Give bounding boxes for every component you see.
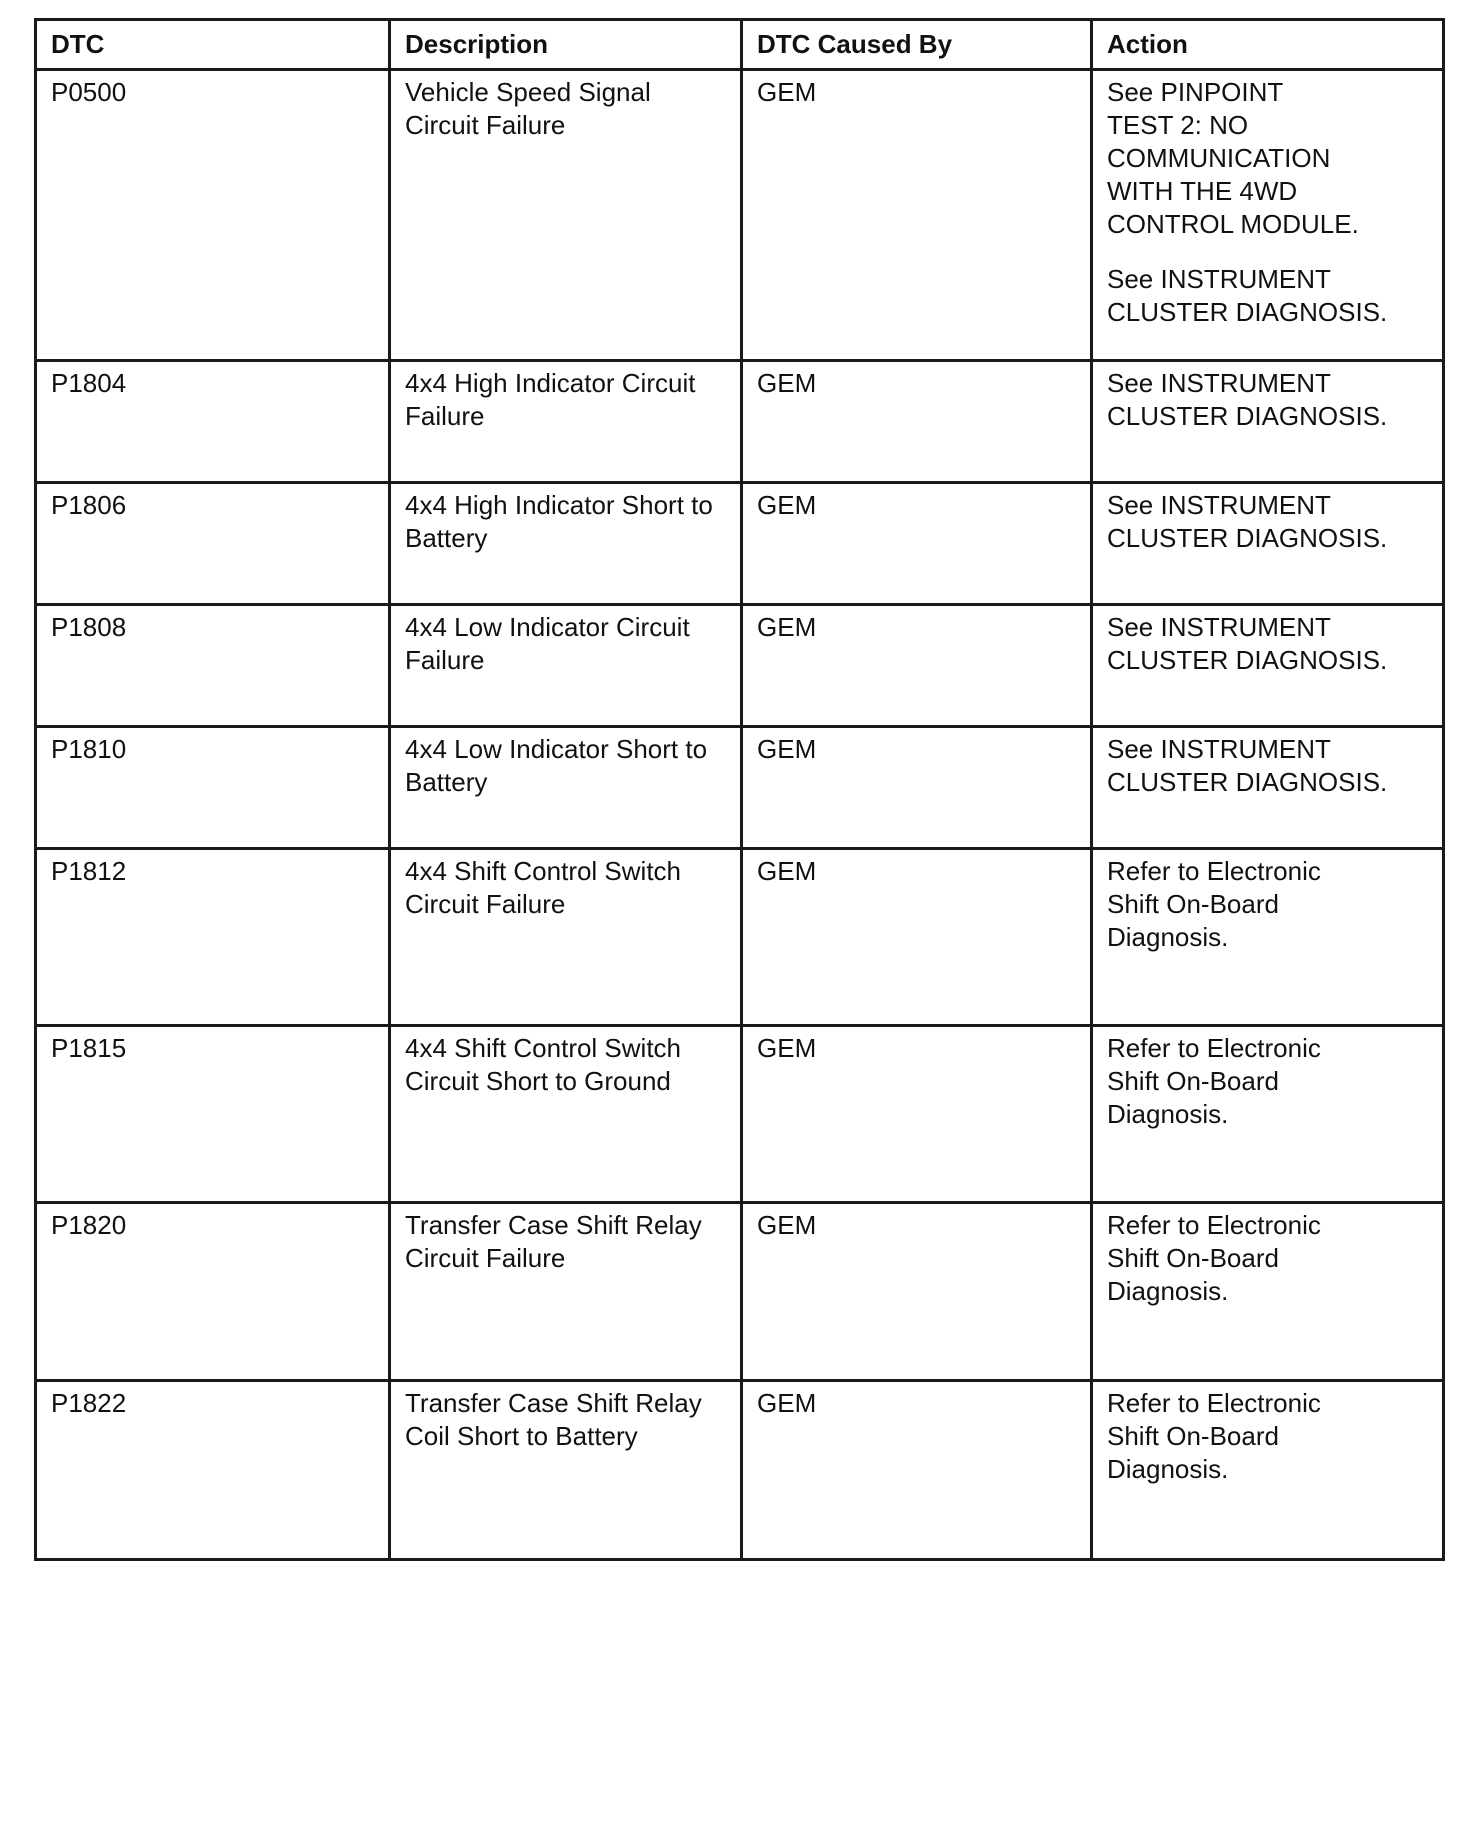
header-action: Action bbox=[1092, 20, 1444, 70]
action-cell bbox=[1092, 1381, 1444, 1560]
table-row bbox=[36, 70, 1444, 361]
dtc-cell: P1812 bbox=[36, 849, 390, 1026]
action-line: See INSTRUMENT bbox=[1107, 490, 1331, 520]
action-line: See INSTRUMENT bbox=[1107, 368, 1331, 398]
action-line: See PINPOINT bbox=[1107, 77, 1284, 107]
dtc-cell: P0500 bbox=[36, 70, 390, 361]
action-line: CLUSTER DIAGNOSIS. bbox=[1107, 401, 1388, 431]
action-line: Refer to Electronic bbox=[1107, 856, 1321, 886]
description-cell: 4x4 High Indicator Circuit Failure bbox=[390, 361, 742, 483]
table-row bbox=[36, 849, 1444, 1026]
caused-by-cell: GEM bbox=[742, 605, 1092, 727]
action-line: Shift On-Board bbox=[1107, 1421, 1279, 1451]
action-line: CONTROL MODULE. bbox=[1107, 209, 1359, 239]
action-cell bbox=[1092, 70, 1444, 361]
action-line: Shift On-Board bbox=[1107, 1243, 1279, 1273]
action-line: TEST 2: NO bbox=[1107, 110, 1249, 140]
action-cell bbox=[1092, 727, 1444, 849]
action-line: WITH THE 4WD bbox=[1107, 176, 1298, 206]
table-body bbox=[36, 70, 1444, 1560]
action-cell bbox=[1092, 605, 1444, 727]
action-line: Shift On-Board bbox=[1107, 1066, 1279, 1096]
table-row bbox=[36, 727, 1444, 849]
header-caused-by: DTC Caused By bbox=[742, 20, 1092, 70]
action-cell bbox=[1092, 361, 1444, 483]
header-description: Description bbox=[390, 20, 742, 70]
caused-by-cell: GEM bbox=[742, 1026, 1092, 1203]
caused-by-cell: GEM bbox=[742, 361, 1092, 483]
action-line: See INSTRUMENT bbox=[1107, 612, 1331, 642]
caused-by-cell: GEM bbox=[742, 483, 1092, 605]
action-cell bbox=[1092, 1026, 1444, 1203]
table-row bbox=[36, 1381, 1444, 1560]
action-line: CLUSTER DIAGNOSIS. bbox=[1107, 645, 1388, 675]
action-line: See INSTRUMENT bbox=[1107, 734, 1331, 764]
action-cell bbox=[1092, 1203, 1444, 1381]
action-line: Refer to Electronic bbox=[1107, 1210, 1321, 1240]
description-cell: Vehicle Speed Signal Circuit Failure bbox=[390, 70, 742, 361]
caused-by-cell: GEM bbox=[742, 1203, 1092, 1381]
dtc-table bbox=[34, 18, 1445, 1561]
dtc-cell: P1815 bbox=[36, 1026, 390, 1203]
action-line: Shift On-Board bbox=[1107, 889, 1279, 919]
action-line: CLUSTER DIAGNOSIS. bbox=[1107, 297, 1388, 327]
dtc-cell: P1808 bbox=[36, 605, 390, 727]
description-cell: 4x4 Shift Control Switch Circuit Failure bbox=[390, 849, 742, 1026]
table-row bbox=[36, 605, 1444, 727]
action-line: Diagnosis. bbox=[1107, 922, 1229, 952]
action-line: Diagnosis. bbox=[1107, 1276, 1229, 1306]
action-line: See INSTRUMENT bbox=[1107, 264, 1331, 294]
dtc-cell: P1822 bbox=[36, 1381, 390, 1560]
dtc-cell: P1804 bbox=[36, 361, 390, 483]
description-cell: 4x4 Shift Control Switch Circuit Short to Ground bbox=[390, 1026, 742, 1203]
description-cell: 4x4 Low Indicator Short to Battery bbox=[390, 727, 742, 849]
action-line: Refer to Electronic bbox=[1107, 1033, 1321, 1063]
description-cell: 4x4 High Indicator Short to Battery bbox=[390, 483, 742, 605]
action-line: Refer to Electronic bbox=[1107, 1388, 1321, 1418]
table-row bbox=[36, 1203, 1444, 1381]
caused-by-cell: GEM bbox=[742, 70, 1092, 361]
dtc-cell: P1810 bbox=[36, 727, 390, 849]
table-header-row bbox=[36, 20, 1444, 70]
action-line: COMMUNICATION bbox=[1107, 143, 1331, 173]
action-cell bbox=[1092, 483, 1444, 605]
action-line: Diagnosis. bbox=[1107, 1099, 1229, 1129]
description-cell: Transfer Case Shift Relay Circuit Failure bbox=[390, 1203, 742, 1381]
header-dtc: DTC bbox=[36, 20, 390, 70]
table-row bbox=[36, 483, 1444, 605]
dtc-cell: P1806 bbox=[36, 483, 390, 605]
description-cell: 4x4 Low Indicator Circuit Failure bbox=[390, 605, 742, 727]
caused-by-cell: GEM bbox=[742, 1381, 1092, 1560]
action-line: Diagnosis. bbox=[1107, 1454, 1229, 1484]
caused-by-cell: GEM bbox=[742, 727, 1092, 849]
table-row bbox=[36, 1026, 1444, 1203]
action-spacer bbox=[1107, 241, 1428, 263]
description-cell: Transfer Case Shift Relay Coil Short to Battery bbox=[390, 1381, 742, 1560]
caused-by-cell: GEM bbox=[742, 849, 1092, 1026]
action-cell bbox=[1092, 849, 1444, 1026]
table-row bbox=[36, 361, 1444, 483]
action-line: CLUSTER DIAGNOSIS. bbox=[1107, 523, 1388, 553]
dtc-cell: P1820 bbox=[36, 1203, 390, 1381]
action-line: CLUSTER DIAGNOSIS. bbox=[1107, 767, 1388, 797]
